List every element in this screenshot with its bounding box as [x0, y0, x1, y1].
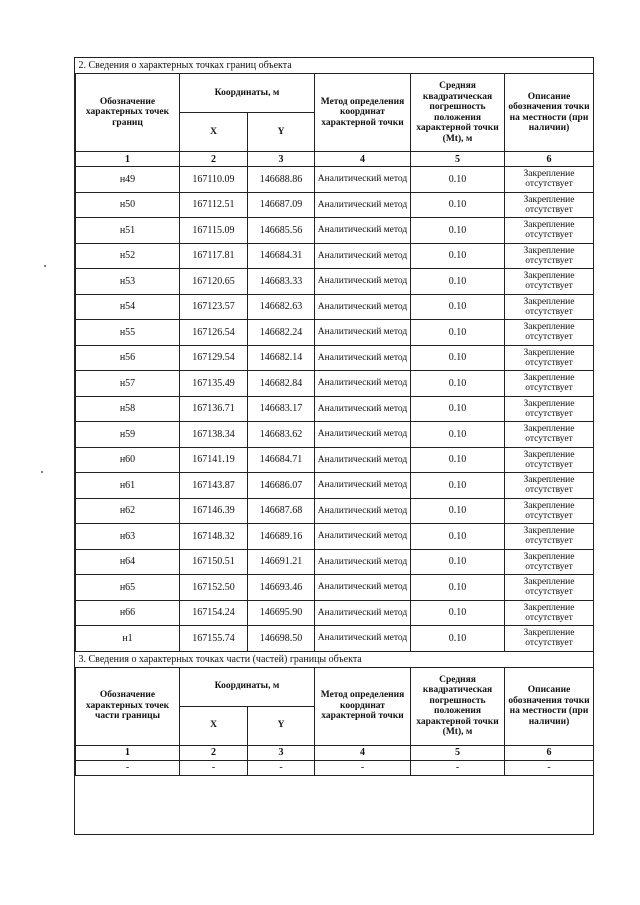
description-cell: Закрепление отсутствует: [505, 243, 594, 269]
point-name: н55: [76, 320, 180, 346]
method-cell: Аналитический метод: [315, 269, 411, 295]
section2-title-row: [76, 58, 594, 74]
coord-y: 146687.09: [248, 192, 315, 218]
point-name: н60: [76, 447, 180, 473]
header-coords: Координаты, м: [180, 74, 315, 113]
coord-x: 167141.19: [180, 447, 248, 473]
table-row: [76, 473, 594, 499]
scan-speck: [44, 265, 46, 267]
method-cell: Аналитический метод: [315, 473, 411, 499]
error-cell: 0.10: [411, 626, 505, 652]
description-cell: Закрепление отсутствует: [505, 575, 594, 601]
point-name: н56: [76, 345, 180, 371]
method-cell: Аналитический метод: [315, 192, 411, 218]
section2-column-numbers: [76, 152, 594, 167]
table-row: [76, 626, 594, 652]
error-cell: 0.10: [411, 320, 505, 346]
method-cell: Аналитический метод: [315, 422, 411, 448]
coord-x: 167126.54: [180, 320, 248, 346]
error-cell: 0.10: [411, 167, 505, 193]
method-cell: Аналитический метод: [315, 575, 411, 601]
header-y: Y: [248, 113, 315, 152]
table-row: [76, 549, 594, 575]
point-name: н58: [76, 396, 180, 422]
section3-title-row: [76, 651, 594, 667]
error-cell: 0.10: [411, 218, 505, 244]
description-cell: Закрепление отсутствует: [505, 320, 594, 346]
coord-x: 167148.32: [180, 524, 248, 550]
coord-y: 146685.56: [248, 218, 315, 244]
method-cell: Аналитический метод: [315, 218, 411, 244]
coord-x: 167129.54: [180, 345, 248, 371]
point-name: н62: [76, 498, 180, 524]
section2-header-row: [76, 74, 594, 113]
point-name: н50: [76, 192, 180, 218]
coord-y: 146698.50: [248, 626, 315, 652]
coord-x: 167143.87: [180, 473, 248, 499]
description-cell: Закрепление отсутствует: [505, 600, 594, 626]
coord-y: 146683.62: [248, 422, 315, 448]
empty-cell: -: [411, 760, 505, 775]
coord-y: 146689.16: [248, 524, 315, 550]
coord-x: 167155.74: [180, 626, 248, 652]
coord-y: 146682.14: [248, 345, 315, 371]
empty-cell: -: [505, 760, 594, 775]
point-name: н53: [76, 269, 180, 295]
empty-cell: -: [248, 760, 315, 775]
header-x: X: [180, 706, 248, 745]
col-number: 4: [315, 745, 411, 760]
header-coords: Координаты, м: [180, 667, 315, 706]
header-designation: Обозначение характерных точек части границы: [76, 667, 180, 745]
coord-y: 146693.46: [248, 575, 315, 601]
method-cell: Аналитический метод: [315, 243, 411, 269]
table-row: [76, 524, 594, 550]
error-cell: 0.10: [411, 600, 505, 626]
table-row: [76, 371, 594, 397]
error-cell: 0.10: [411, 269, 505, 295]
error-cell: 0.10: [411, 498, 505, 524]
description-cell: Закрепление отсутствует: [505, 294, 594, 320]
col-number: 3: [248, 152, 315, 167]
table-row: [76, 600, 594, 626]
method-cell: Аналитический метод: [315, 371, 411, 397]
header-description: Описание обозначения точки на местности (при наличии): [505, 667, 594, 745]
error-cell: 0.10: [411, 549, 505, 575]
section3-empty-row: [76, 760, 594, 775]
error-cell: 0.10: [411, 447, 505, 473]
description-cell: Закрепление отсутствует: [505, 498, 594, 524]
error-cell: 0.10: [411, 345, 505, 371]
header-method: Метод определения координат характерной точки: [315, 667, 411, 745]
point-name: н65: [76, 575, 180, 601]
coord-x: 167138.34: [180, 422, 248, 448]
point-name: н59: [76, 422, 180, 448]
point-name: н52: [76, 243, 180, 269]
method-cell: Аналитический метод: [315, 167, 411, 193]
coord-y: 146683.17: [248, 396, 315, 422]
table-row: [76, 167, 594, 193]
method-cell: Аналитический метод: [315, 498, 411, 524]
method-cell: Аналитический метод: [315, 524, 411, 550]
coord-x: 167154.24: [180, 600, 248, 626]
section2-title: 2. Сведения о характерных точках границ объекта: [76, 58, 594, 74]
description-cell: Закрепление отсутствует: [505, 447, 594, 473]
coord-y: 146682.84: [248, 371, 315, 397]
error-cell: 0.10: [411, 575, 505, 601]
error-cell: 0.10: [411, 422, 505, 448]
coord-x: 167120.65: [180, 269, 248, 295]
empty-cell: -: [315, 760, 411, 775]
table-row: [76, 396, 594, 422]
point-name: н66: [76, 600, 180, 626]
coord-x: 167123.57: [180, 294, 248, 320]
method-cell: Аналитический метод: [315, 549, 411, 575]
empty-cell: -: [180, 760, 248, 775]
header-description: Описание обозначения точки на местности (при наличии): [505, 74, 594, 152]
document-frame: [74, 57, 594, 835]
method-cell: Аналитический метод: [315, 294, 411, 320]
description-cell: Закрепление отсутствует: [505, 345, 594, 371]
error-cell: 0.10: [411, 396, 505, 422]
description-cell: Закрепление отсутствует: [505, 524, 594, 550]
coord-y: 146686.07: [248, 473, 315, 499]
point-name: н49: [76, 167, 180, 193]
method-cell: Аналитический метод: [315, 600, 411, 626]
coord-y: 146691.21: [248, 549, 315, 575]
section3-column-numbers: [76, 745, 594, 760]
table-row: [76, 422, 594, 448]
table-row: [76, 294, 594, 320]
coord-y: 146682.63: [248, 294, 315, 320]
coord-y: 146682.24: [248, 320, 315, 346]
boundary-points-table: [75, 58, 594, 776]
point-name: н63: [76, 524, 180, 550]
header-error: Средняя квадратическая погрешность положения характерной точки (Mt), м: [411, 667, 505, 745]
col-number: 6: [505, 152, 594, 167]
coord-x: 167135.49: [180, 371, 248, 397]
empty-cell: -: [76, 760, 180, 775]
description-cell: Закрепление отсутствует: [505, 626, 594, 652]
section3-title: 3. Сведения о характерных точках части (частей) границы объекта: [76, 651, 594, 667]
table-row: [76, 345, 594, 371]
header-method: Метод определения координат характерной точки: [315, 74, 411, 152]
col-number: 5: [411, 745, 505, 760]
error-cell: 0.10: [411, 294, 505, 320]
error-cell: 0.10: [411, 371, 505, 397]
method-cell: Аналитический метод: [315, 396, 411, 422]
coord-y: 146684.31: [248, 243, 315, 269]
description-cell: Закрепление отсутствует: [505, 422, 594, 448]
col-number: 3: [248, 745, 315, 760]
coord-x: 167115.09: [180, 218, 248, 244]
col-number: 1: [76, 152, 180, 167]
method-cell: Аналитический метод: [315, 320, 411, 346]
description-cell: Закрепление отсутствует: [505, 549, 594, 575]
error-cell: 0.10: [411, 524, 505, 550]
col-number: 4: [315, 152, 411, 167]
error-cell: 0.10: [411, 473, 505, 499]
coord-x: 167117.81: [180, 243, 248, 269]
header-error: Средняя квадратическая погрешность положения характерной точки (Mt), м: [411, 74, 505, 152]
point-name: н64: [76, 549, 180, 575]
col-number: 2: [180, 745, 248, 760]
point-name: н54: [76, 294, 180, 320]
method-cell: Аналитический метод: [315, 447, 411, 473]
point-name: н51: [76, 218, 180, 244]
coord-y: 146683.33: [248, 269, 315, 295]
table-row: [76, 320, 594, 346]
table-row: [76, 447, 594, 473]
table-row: [76, 575, 594, 601]
error-cell: 0.10: [411, 192, 505, 218]
method-cell: Аналитический метод: [315, 345, 411, 371]
point-name: н57: [76, 371, 180, 397]
method-cell: Аналитический метод: [315, 626, 411, 652]
description-cell: Закрепление отсутствует: [505, 396, 594, 422]
coord-x: 167150.51: [180, 549, 248, 575]
table-row: [76, 269, 594, 295]
section3-header-row: [76, 667, 594, 706]
scan-speck: [41, 471, 43, 473]
point-name: н61: [76, 473, 180, 499]
description-cell: Закрепление отсутствует: [505, 269, 594, 295]
coord-y: 146695.90: [248, 600, 315, 626]
point-name: н1: [76, 626, 180, 652]
coord-x: 167110.09: [180, 167, 248, 193]
table-row: [76, 498, 594, 524]
error-cell: 0.10: [411, 243, 505, 269]
coord-x: 167112.51: [180, 192, 248, 218]
description-cell: Закрепление отсутствует: [505, 192, 594, 218]
header-x: X: [180, 113, 248, 152]
header-y: Y: [248, 706, 315, 745]
table-row: [76, 218, 594, 244]
coord-x: 167136.71: [180, 396, 248, 422]
header-designation: Обозначение характерных точек границ: [76, 74, 180, 152]
description-cell: Закрепление отсутствует: [505, 167, 594, 193]
col-number: 5: [411, 152, 505, 167]
table-row: [76, 243, 594, 269]
col-number: 6: [505, 745, 594, 760]
description-cell: Закрепление отсутствует: [505, 218, 594, 244]
table-row: [76, 192, 594, 218]
coord-y: 146687.68: [248, 498, 315, 524]
coord-y: 146684.71: [248, 447, 315, 473]
coord-x: 167146.39: [180, 498, 248, 524]
col-number: 2: [180, 152, 248, 167]
description-cell: Закрепление отсутствует: [505, 371, 594, 397]
description-cell: Закрепление отсутствует: [505, 473, 594, 499]
section2-rows: [76, 167, 594, 652]
col-number: 1: [76, 745, 180, 760]
coord-x: 167152.50: [180, 575, 248, 601]
coord-y: 146688.86: [248, 167, 315, 193]
